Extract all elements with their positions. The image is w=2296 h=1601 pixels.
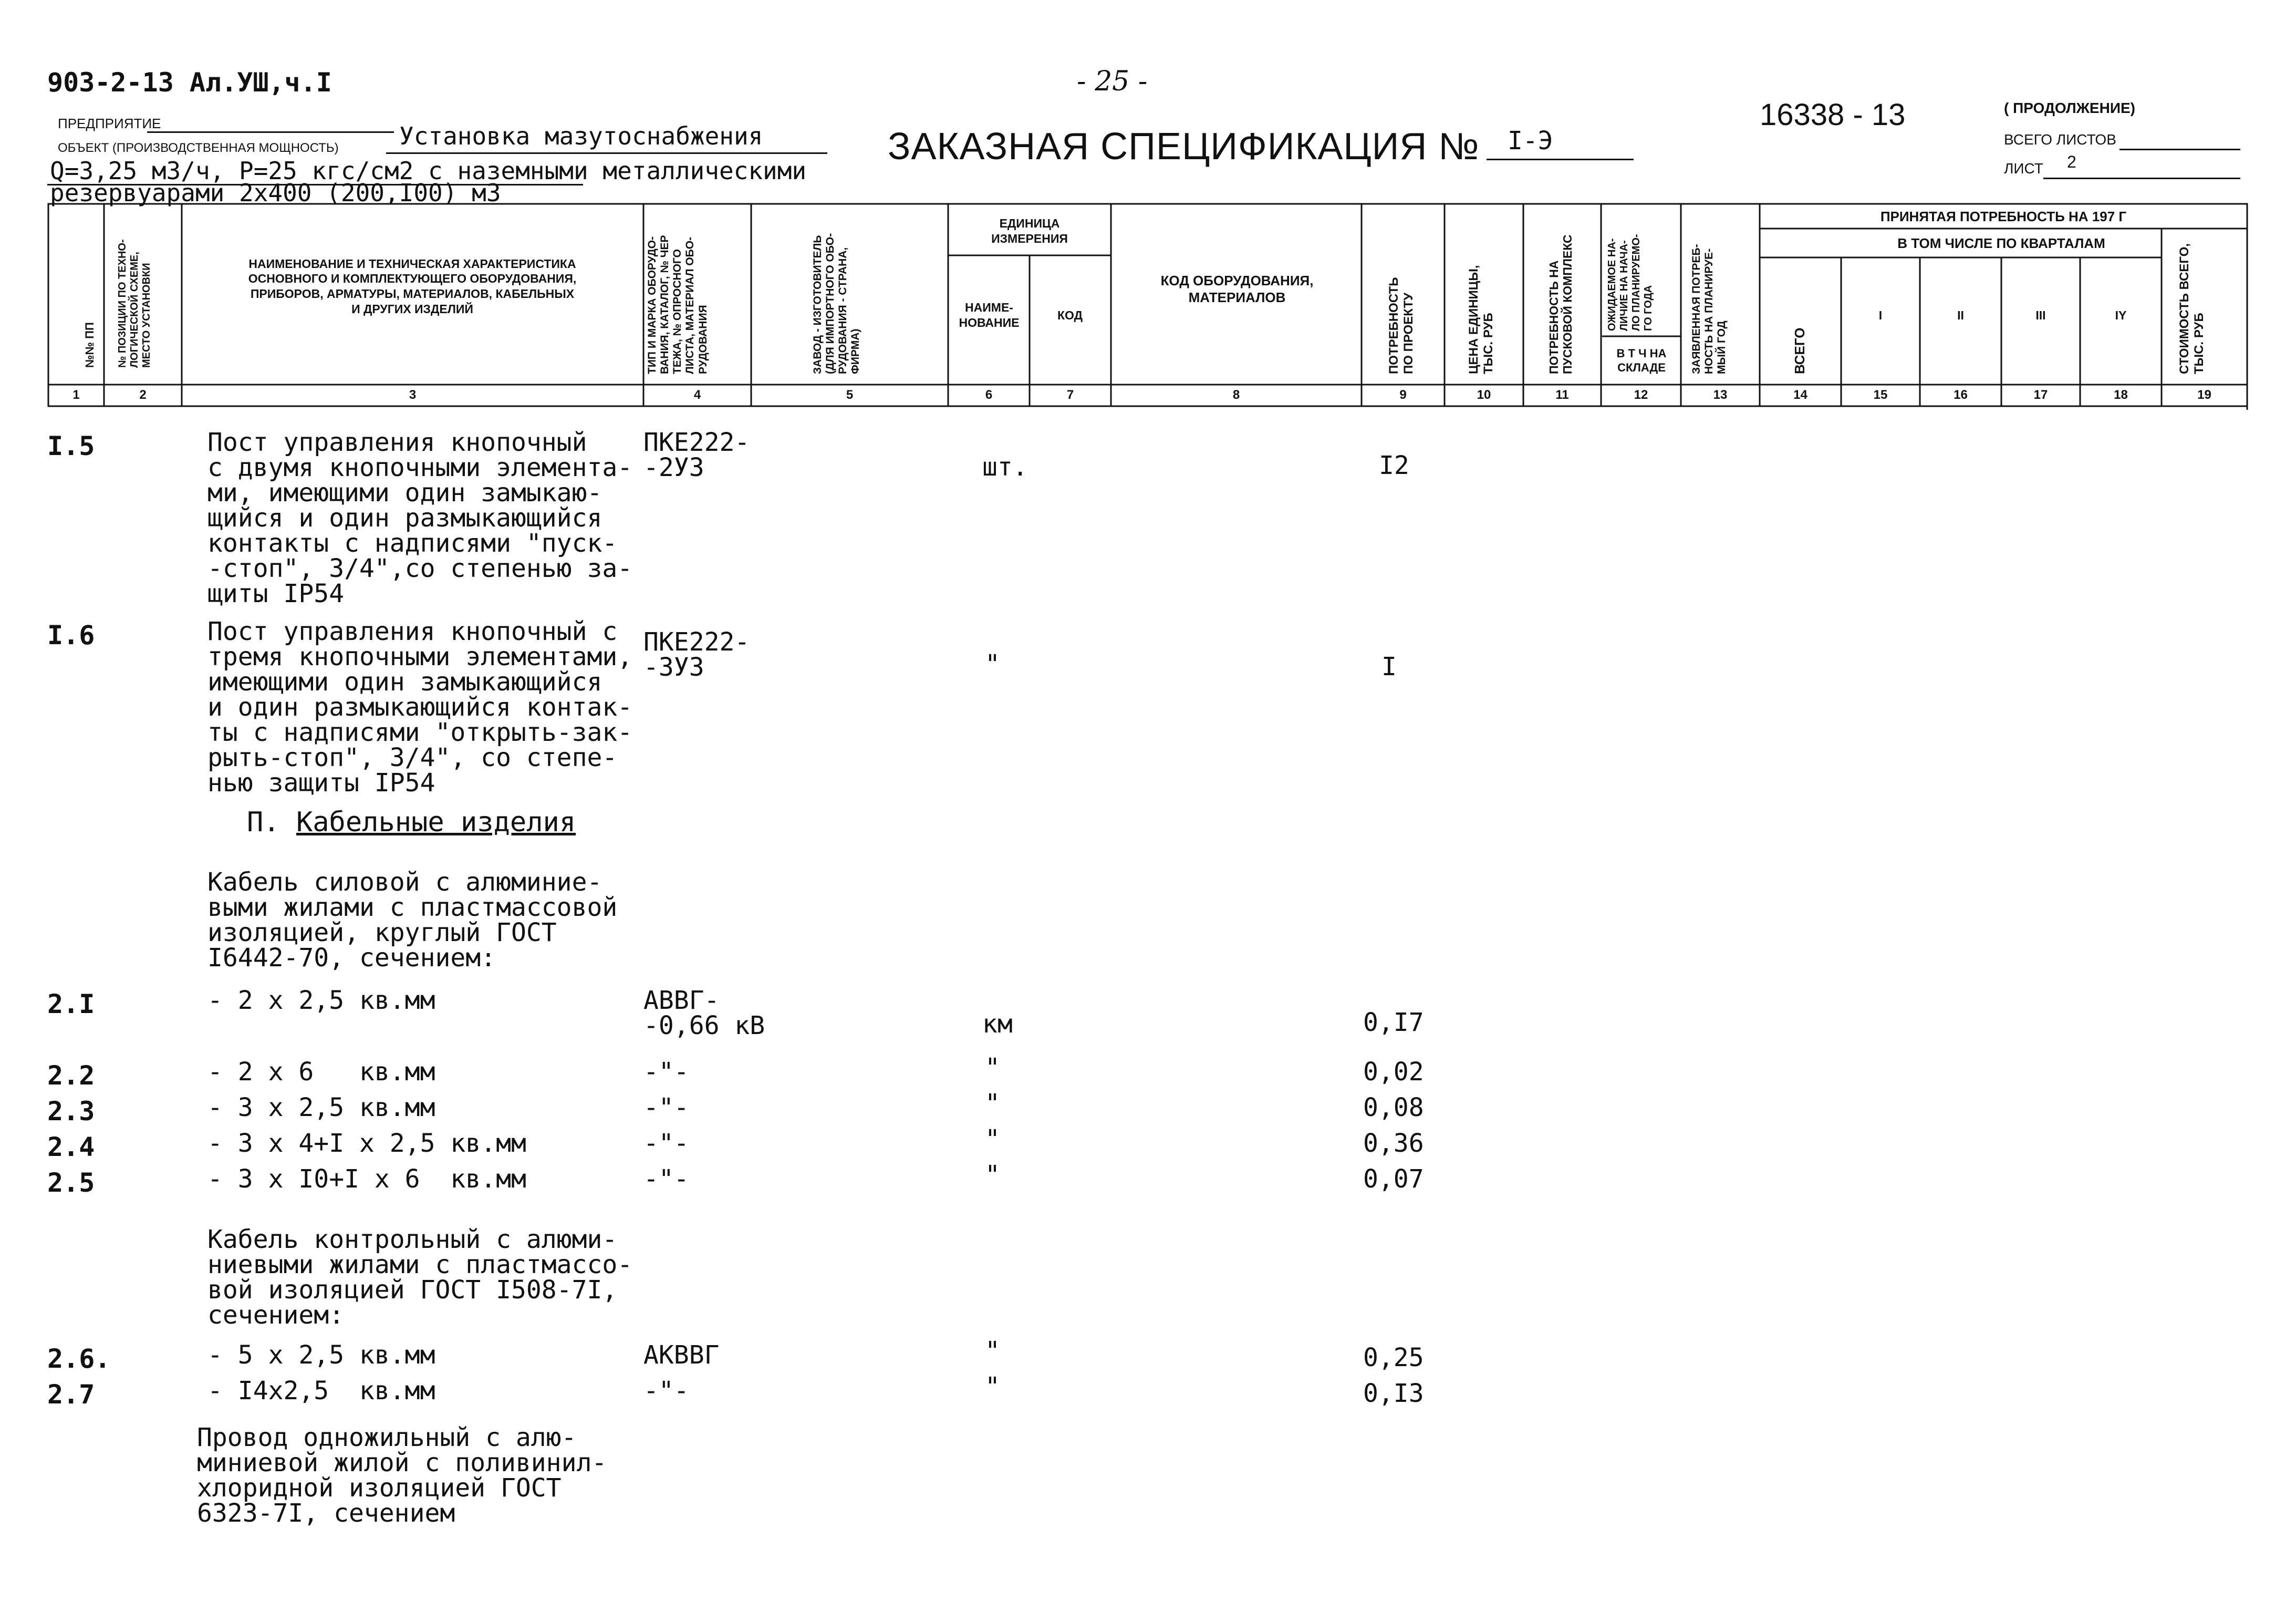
registration-number: 16338 - 13 [1760,98,1906,132]
header-col-total: ВСЕГО [1792,327,1807,374]
cable-name: - 5 х 2,5 кв.мм [207,1340,435,1370]
continuation-label: ( ПРОДОЛЖЕНИЕ) [2004,100,2135,116]
item-quantity: I2 [1379,451,1409,480]
section-heading [247,807,576,838]
header-col-expected: ОЖИДАЕМОЕ НА- ЛИЧИЕ НА НАЧА- ЛО ПЛАНИРУЕМО- ГО ГОДА [1606,234,1654,331]
cable-position: 2.7 [47,1379,95,1410]
col-number-8: 8 [1232,388,1240,402]
header-col-type: ТИП И МАРКА ОБОРУДО- ВАНИЯ, КАТАЛОГ, № ЧЕР ТЕЖА, № ОПРОСНОГО ЛИСТА, МАТЕРИАЛ ОБО- РУДОВАНИЯ [646,235,709,374]
cable-quantity: 0,36 [1363,1129,1424,1158]
col-number-10: 10 [1477,388,1491,402]
col-number-1: 1 [72,388,80,402]
cable-unit: " [985,1372,1000,1401]
cable-quantity: 0,25 [1363,1343,1424,1372]
item-type: ПКЕ222- -2УЗ [643,428,750,482]
wire-intro: Провод одножильный с алю- миниевой жилой с поливинил- хлоридной изоляцией ГОСТ 6323-7I, сечением [197,1423,607,1528]
cable-unit: км [982,1009,1013,1039]
cable-quantity: 0,07 [1363,1164,1424,1194]
cable-type: -"- [643,1129,689,1158]
header-col-in-stock: В Т Ч НА СКЛАДЕ [1616,346,1667,374]
header-col-name: НАИМЕНОВАНИЕ И ТЕХНИЧЕСКАЯ ХАРАКТЕРИСТИКА ОСНОВНОГО И КОМПЛЕКТУЮЩЕГО ОБОРУДОВАНИЯ, ПРИБОРОВ, АРМАТУРЫ, МАТЕРИАЛОВ, КАБЕЛЬНЫХ И ДРУГИХ ИЗДЕЛИЙ [248,256,577,316]
header-col-startup: ПОТРЕБНОСТЬ НА ПУСКОВОЙ КОМПЛЕКС [1547,234,1575,374]
col-number-11: 11 [1555,388,1569,402]
header-accepted-demand: ПРИНЯТАЯ ПОТРЕБНОСТЬ НА 197 Г [1880,208,2127,224]
cable-position: 2.3 [47,1096,95,1127]
cable-unit: " [985,1089,1000,1118]
header-q3: III [2035,308,2046,322]
enterprise-label: ПРЕДПРИЯТИЕ [58,116,161,131]
cable-power-intro: Кабель силовой с алюминие- выми жилами с пластмассовой изоляцией, круглый ГОСТ I6442-70, сечением: [207,867,618,973]
item-name: Пост управления кнопочный с тремя кнопочными элементами, имеющими один замыкающийся и один размыкающийся контак- ты с надписями "открыть-зак- рыть-стоп", 3/4", со степе- нью защиты IP54 [207,617,633,798]
col-number-7: 7 [1066,388,1074,402]
cable-unit: " [985,1160,1000,1190]
document-number: 903-2-13 Ал.УШ,ч.I [47,67,332,98]
item-type: ПКЕ222- -3УЗ [643,627,750,682]
item-unit: шт. [982,452,1028,482]
sheet-label: ЛИСТ [2004,160,2043,177]
col-number-4: 4 [693,388,701,402]
header-col-unit-code: КОД [1057,308,1083,322]
cable-position: 2.2 [47,1060,95,1091]
col-number-15: 15 [1873,388,1888,402]
item-quantity: I [1381,652,1397,681]
header-col-manufacturer: ЗАВОД - ИЗГОТОВИТЕЛЬ (ДЛЯ ИМПОРТНОГО ОБО- РУДОВАНИЯ - СТРАНА, ФИРМА) [812,233,862,374]
page-number: - 25 - [1077,66,1148,97]
object-line-1: Установка мазутоснабжения [399,122,763,150]
cable-name: - 2 х 6 кв.мм [207,1057,435,1087]
col-number-17: 17 [2033,388,2048,402]
object-line-3: резервуарами 2х400 (200,I00) м3 [50,179,501,207]
cable-quantity: 0,02 [1363,1057,1424,1087]
spec-number: I-Э [1508,126,1553,156]
cable-position: 2.4 [47,1132,95,1162]
header-col-equipment-code: КОД ОБОРУДОВАНИЯ, МАТЕРИАЛОВ [1160,272,1314,305]
object-line-2: Q=3,25 м3/ч, Р=25 кгс/см2 с наземными металлическими [50,157,807,185]
col-number-16: 16 [1954,388,1968,402]
cable-type: -"- [643,1164,689,1194]
cable-type: АКВВГ [643,1340,720,1370]
header-q1: I [1878,308,1883,322]
header-quarters: В ТОМ ЧИСЛЕ ПО КВАРТАЛАМ [1897,235,2105,251]
cable-unit: " [985,1053,1000,1082]
header-col-price: ЦЕНА ЕДИНИЦЫ, ТЫС. РУБ [1467,265,1495,374]
cable-name: - 3 х I0+I х 6 кв.мм [207,1164,526,1194]
item-unit: " [985,649,1000,679]
header-q4: IY [2115,308,2127,322]
cable-quantity: 0,08 [1363,1093,1424,1122]
col-number-13: 13 [1713,388,1728,402]
section-number: П. [247,807,280,838]
cable-type: -"- [643,1057,689,1087]
cable-type: АВВГ- -0,66 кВ [643,986,765,1040]
col-number-14: 14 [1793,388,1807,402]
section-title: Кабельные изделия [296,807,576,838]
header-col-cost: СТОИМОСТЬ ВСЕГО, ТЫС. РУБ [2177,243,2206,374]
col-number-12: 12 [1634,388,1648,402]
object-label: ОБЪЕКТ (ПРОИЗВОДСТВЕННАЯ МОЩНОСТЬ) [58,141,339,155]
col-number-9: 9 [1399,388,1407,402]
cable-name: - 3 х 4+I х 2,5 кв.мм [207,1129,526,1158]
cable-unit: " [985,1124,1000,1154]
header-col-pp: №№ ПП [83,322,96,368]
cable-position: 2.6. [47,1344,111,1374]
total-sheets-label: ВСЕГО ЛИСТОВ [2004,131,2116,148]
cable-position: 2.I [47,989,95,1019]
col-number-19: 19 [2197,388,2211,402]
cable-type: -"- [643,1093,689,1122]
document-title: ЗАКАЗНАЯ СПЕЦИФИКАЦИЯ № [888,126,1480,168]
cable-name: - 2 х 2,5 кв.мм [207,986,435,1015]
cable-quantity: 0,I7 [1363,1008,1424,1037]
header-col-unit-name: НАИМЕ- НОВАНИЕ [959,301,1020,329]
cable-control-intro: Кабель контрольный с алюми- ниевыми жилами с пластмассо- вой изоляцией ГОСТ I508-7I, сечением: [207,1225,633,1330]
item-name: Пост управления кнопочный с двумя кнопочными элемента- ми, имеющими один замыкаю- щийся и один размыкающийся контакты с надписями "пуск- -стоп", 3/4",со степенью за- щиты IP54 [207,428,633,608]
header-q2: II [1957,308,1964,322]
cable-unit: " [985,1336,1000,1366]
header-col-position: № ПОЗИЦИИ ПО ТЕХНО- ЛОГИЧЕСКОЙ СХЕМЕ, МЕСТО УСТАНОВКИ [117,239,152,368]
item-position: I.5 [47,431,95,461]
item-position: I.6 [47,620,95,650]
col-number-2: 2 [139,388,147,402]
header-col-demand: ПОТРЕБНОСТЬ ПО ПРОЕКТУ [1387,277,1416,374]
sheet-number: 2 [2067,152,2076,171]
cable-name: - I4х2,5 кв.мм [207,1376,435,1406]
col-number-5: 5 [846,388,854,402]
header-unit-group: ЕДИНИЦА ИЗМЕРЕНИЯ [991,216,1068,245]
cable-quantity: 0,I3 [1363,1379,1424,1408]
cable-type: -"- [643,1376,689,1406]
cable-position: 2.5 [47,1168,95,1198]
col-number-6: 6 [985,388,993,402]
cable-name: - 3 х 2,5 кв.мм [207,1093,435,1122]
col-number-3: 3 [409,388,417,402]
col-number-18: 18 [2114,388,2128,402]
header-col-declared: ЗАЯВЛЕННАЯ ПОТРЕБ- НОСТЬ НА ПЛАНИРУЕ- МЫЙ ГОД [1690,244,1728,374]
